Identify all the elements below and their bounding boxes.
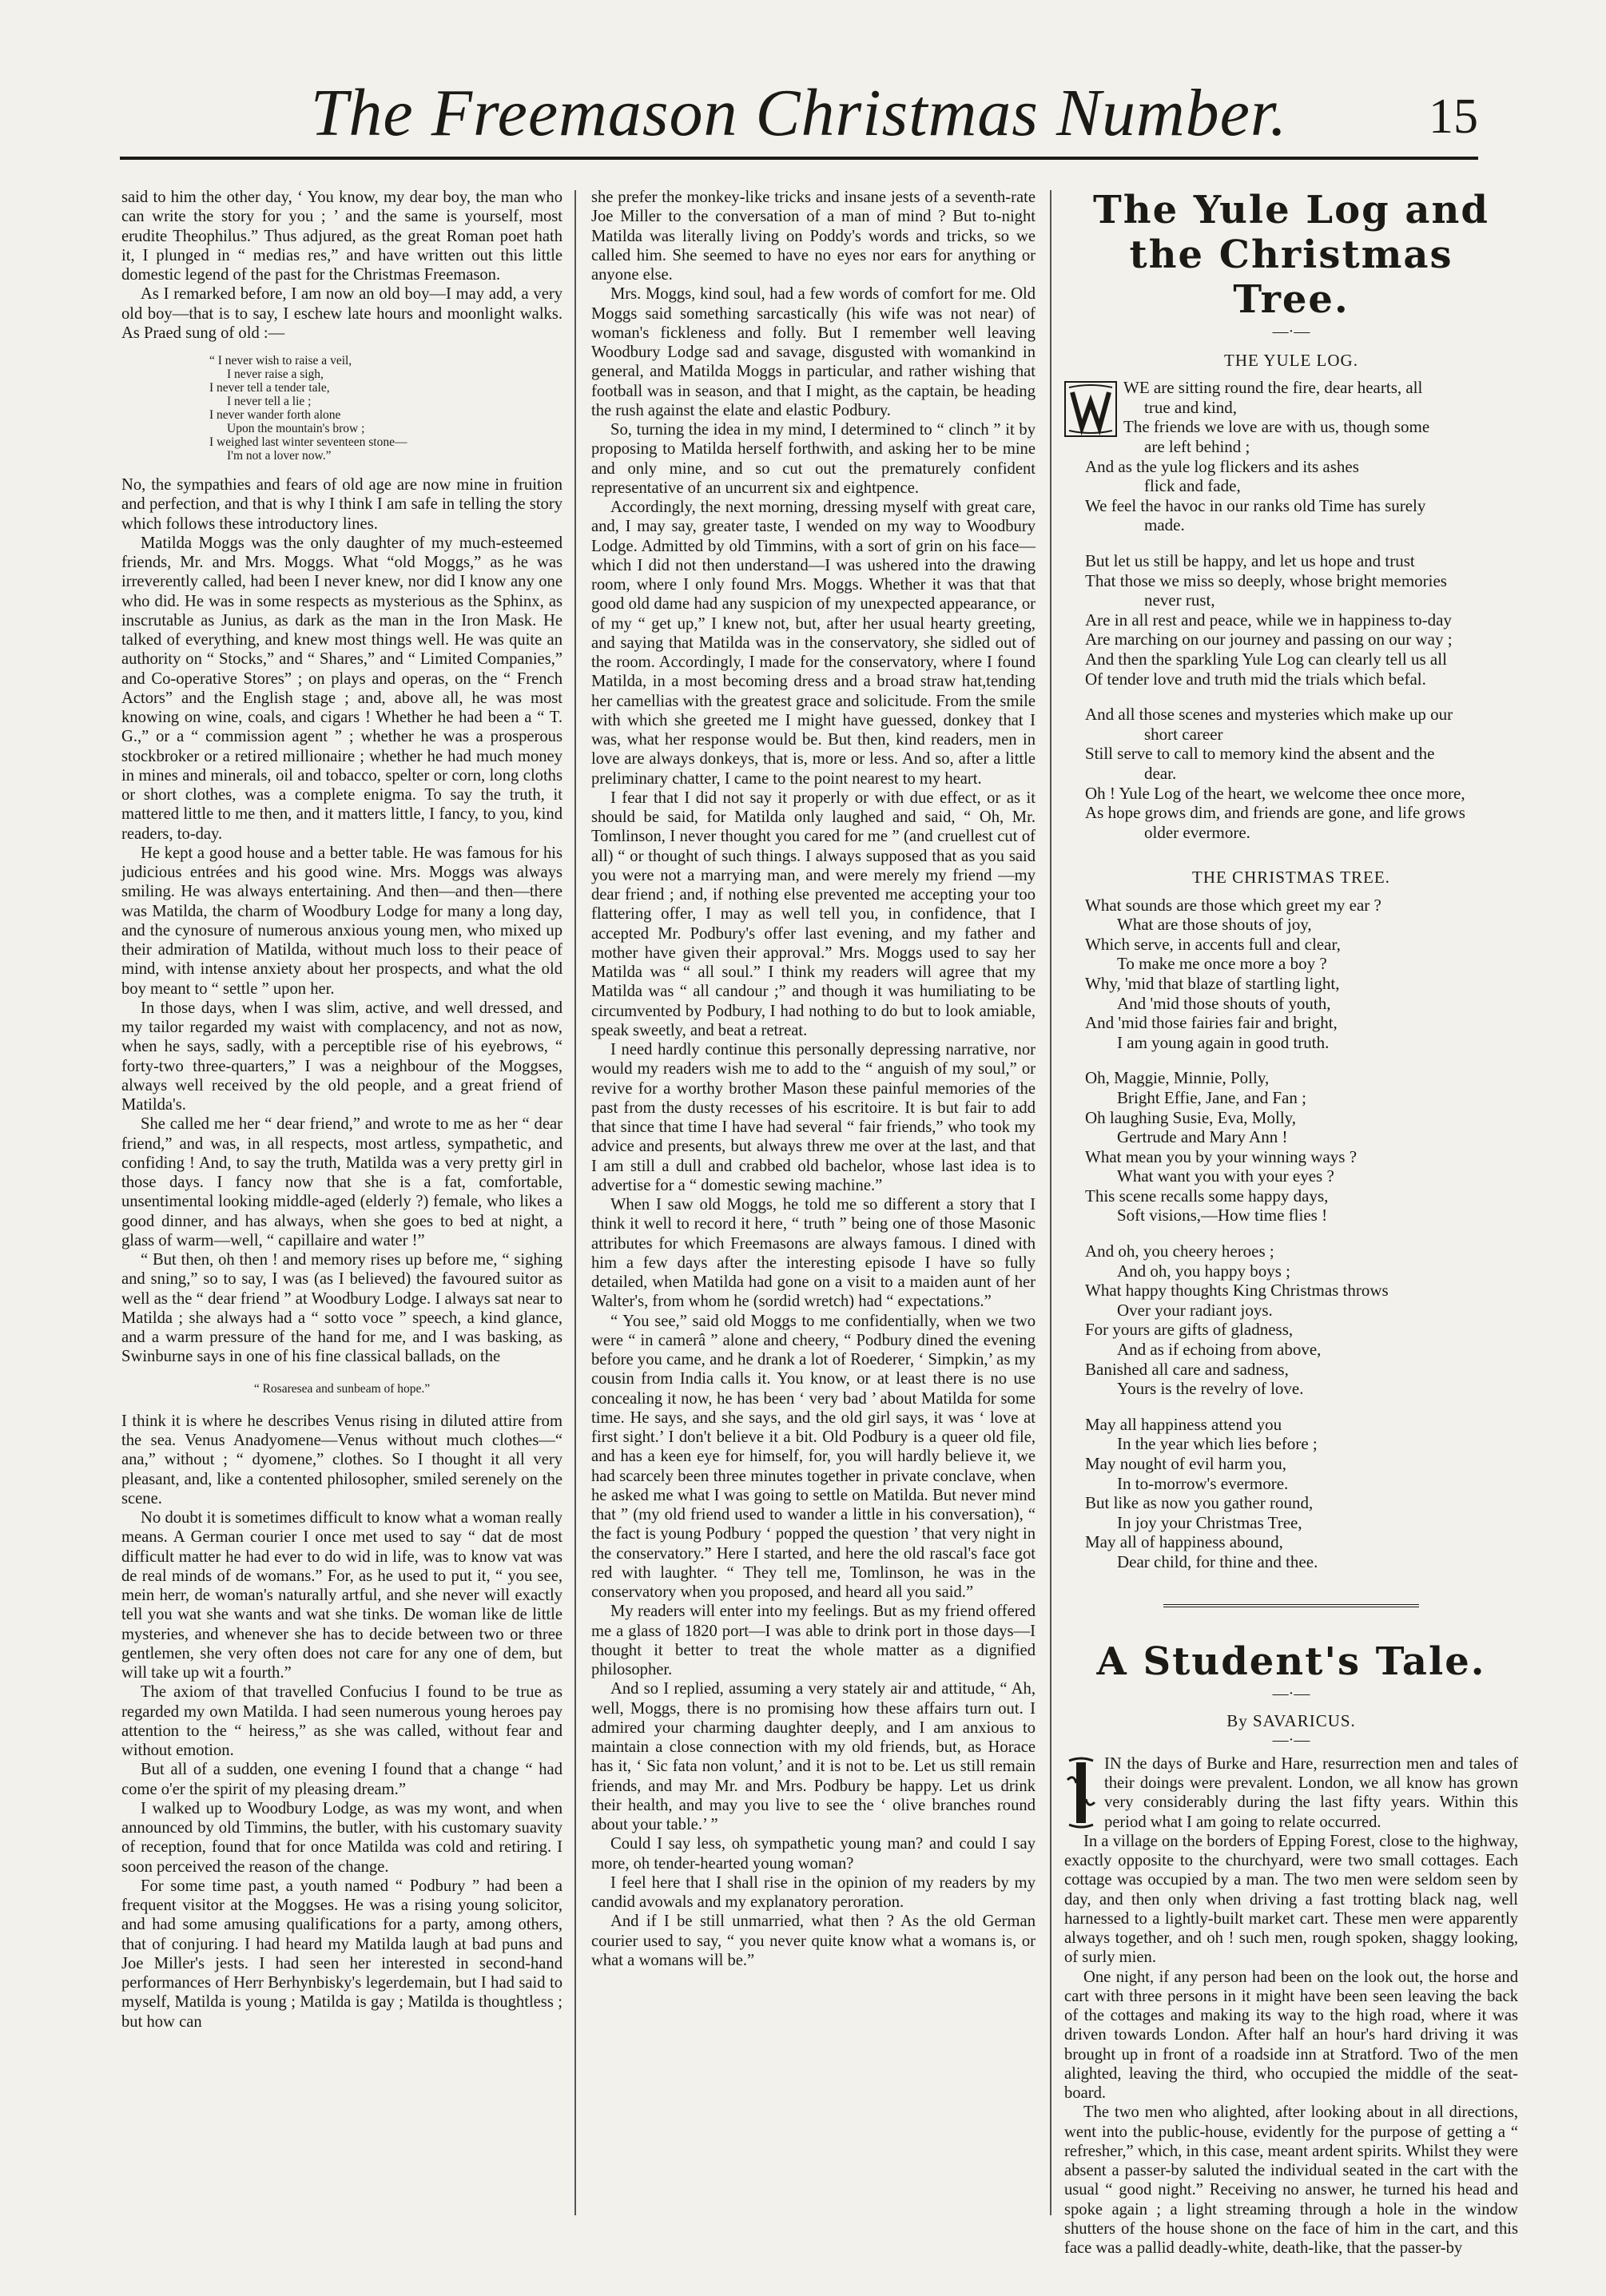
poem-line: What mean you by your winning ways ? — [1085, 1146, 1358, 1166]
stanza — [1064, 896, 1518, 1053]
verse-line: I weighed last winter seventeen stone— — [209, 435, 407, 449]
poem-line: never rust, — [1144, 590, 1215, 610]
paragraph: She called me her “ dear friend,” and wrote to me as her “ dear friend,” and was, in all respects, most artless, sympathetic, and confiding ! And, to say the truth, Matilda was a very pretty girl in those days. I fancy now that she is a fat, comfortable, unsentimental looking middle-aged (elderly ?) female, who likes a good dinner, and has always, when she goes to bed at night, a glass of warm—well, “ capillaire and water !” — [121, 1115, 562, 1249]
stanza — [1064, 705, 1518, 842]
poem-line: I am young again in good truth. — [1117, 1032, 1330, 1052]
paragraph: My readers will enter into my feelings. But as my friend offered me a glass of 1820 port—I was able to drink port in those days—I thought it better to treat the whole matter as a dignified philosopher. — [591, 1603, 1036, 1678]
poem-line: And then the sparkling Yule Log can clearly tell us all — [1085, 649, 1447, 669]
poem-line: Which serve, in accents full and clear, — [1085, 934, 1341, 954]
running-title: The Freemason Christmas Number. — [310, 76, 1288, 150]
story-byline: By SAVARICUS. — [1226, 1710, 1356, 1730]
section-divider — [1163, 1604, 1419, 1607]
poem-line: Still serve to call to memory kind the absent and the — [1085, 744, 1435, 764]
paragraph: In those days, when I was slim, active, and well dressed, and my tailor regarded my waist with complacency, and not as now, when he says, sadly, with a perceptible rise of his eyebrows, “ forty-two three-quarters,” I was a neighbour of the Moggses, always well received by the old people, and a great friend of Matilda's. — [121, 999, 562, 1114]
stanza — [1064, 1241, 1518, 1399]
paragraph: So, turning the idea in my mind, I determined to “ clinch ” it by proposing to Matilda herself forthwith, and asking her to be mine and only mine, and so cut out the prematurely confident representative of an uncurrent six and eightpence. — [591, 421, 1036, 497]
poem-line: Oh, Maggie, Minnie, Polly, — [1085, 1068, 1270, 1088]
paragraph: He kept a good house and a better table. He was famous for his judicious entrées and his good wine. Mrs. Moggs was always smiling. He was always entertaining. And then—and then—there was Matilda, the charm of Woodbury Lodge for many a long day, and the cynosure of numerous anxious young men, who mixed up their admiration of Matilda, without much loss to their peace of mind, with intense anxiety about her prospects, and what the old boy meant to “ settle ” upon her. — [121, 844, 562, 998]
story-title: A Student's Tale. — [1096, 1639, 1486, 1684]
poem-line: Dear child, for thine and thee. — [1117, 1551, 1318, 1571]
poem-line: And 'mid those fairies fair and bright, — [1085, 1013, 1338, 1033]
column-2 — [591, 188, 1036, 1970]
page-header — [120, 73, 1478, 161]
poem-line: Oh laughing Susie, Eva, Molly, — [1085, 1107, 1297, 1127]
poem-line: In the year which lies before ; — [1117, 1434, 1318, 1454]
poem-line: This scene recalls some happy days, — [1085, 1186, 1329, 1206]
paragraph: said to him the other day, ‘ You know, my dear boy, the man who can write the story for you ; ’ and the same is yourself, most erudite Theophilus.” Thus adjured, as the great Roman poet hath it, I plunged in “ medias res,” and have written out this little domestic legend of the past for the Christmas Freemason. — [121, 189, 562, 284]
paragraph: IN the days of Burke and Hare, resurrection men and tales of their doings were prevalent. London, we all know has grown very considerably during the last fifty years. Within this period what I am going to relate occurred. — [1104, 1754, 1518, 1831]
paragraph: I fear that I did not say it properly or with due effect, or as it should be said, for Matilda only laughed and said, “ Oh, Mr. Tomlinson, I never thought you cared for me ” (and cruellest cut of all) “ or thought of such things. I always supposed that as you said you were not a marrying man, and were merely my friend —my dear friend ; and, if nothing else prevented me accepting your too flattering offer, I may as well tell you, in confidence, that I accepted Mr. Podbury's offer last evening, and my father and mother have given their approval.” Mrs. Moggs used to say her Matilda was “ all soul.” I think my readers will agree that my Matilda was “ all candour ;” and though it was humiliating to be circumvented by Podbury, I had nothing to do but to look amiable, speak sweetly, and beat a retreat. — [591, 789, 1036, 1039]
paragraph: I feel here that I shall rise in the opinion of my readers by my candid avowals and my explanatory peroration. — [591, 1873, 1036, 1911]
poem-line: are left behind ; — [1144, 437, 1250, 457]
paragraph: But all of a sudden, one evening I found that a change “ had come o'er the spirit of my pleasing dream.” — [121, 1761, 562, 1798]
stanza — [1064, 378, 1518, 535]
paragraph: For some time past, a youth named “ Podbury ” had been a frequent visitor at the Moggses. He was a rising young solicitor, and had some amusing qualifications for a party, among others, that of conjuring. I had heard my Matilda laugh at bad puns and Joe Miller's jests. I had seen her interested in second-hand performances of Herr Berhynbisky's legerdemain, but I had said to myself, Matilda is young ; Matilda is gay ; Matilda is thoughtless ; but how can — [121, 1877, 562, 2031]
poem-line: To make me once more a boy ? — [1117, 954, 1327, 974]
verse-line: I'm not a lover now.” — [227, 449, 332, 463]
paragraph: As I remarked before, I am now an old boy—I may add, a very old boy—that is to say, I eschew late hours and moonlight walks. As Praed sung of old :— — [121, 285, 562, 342]
ornament-rule: —·— — [1272, 1730, 1310, 1749]
poem-line: Gertrude and Mary Ann ! — [1117, 1127, 1288, 1147]
paragraph: she prefer the monkey-like tricks and insane jests of a seventh-rate Joe Miller to the conversation of a man of mind ? But to-night Matilda was literally living on Poddy's words and tricks, so we called him. She seemed to have no eyes nor ears for anything or anyone else. — [591, 189, 1036, 284]
paragraph: When I saw old Moggs, he told me so different a story that I think it well to record it here, “ truth ” being one of those Masonic attributes for which Freemasons are always famous. I dined with him a few days after the interesting episode I have so fully detailed, when Matilda had gone on a visit to a maiden aunt of her Walter's, from whom he (sordid wretch) had “ expectations.” — [591, 1196, 1036, 1311]
column-1 — [121, 188, 562, 2032]
paragraph: “ You see,” said old Moggs to me confidentially, when we two were “ in camerâ ” alone and cheery, “ Podbury dined the evening before you came, and he drank a lot of Roederer, ‘ Simpkin,’ as my cousin from India calls it. You know, or at least there is no use concealing it now, he has been ‘ very bad ’ about Matilda for some time. He says, and she says, and the old girl says, it was ‘ love at first sight.’ I don't believe it a bit. Old Podbury is a queer old file, and has a keen eye for himself, for, you will hardly believe it, we had scarcely been three minutes together in private conclave, when he asked me what I was going to settle on Matilda. But never mind that ” (my old friend used to wander a little in his conversation), “ the fact is young Podbury ‘ popped the question ’ that very night in the conservatory.” Here I started, and here the old rascal's face got red with laughter. “ They tell me, Tomlinson, he was in the conservatory when you proposed, and heard all you said.” — [591, 1312, 1036, 1601]
ornament-rule: —·— — [1272, 1684, 1310, 1702]
verse-line: I never tell a lie ; — [227, 395, 312, 408]
verse-line: I never raise a sigh, — [227, 367, 324, 381]
column-3 — [1064, 188, 1518, 2258]
poem-line: What sounds are those which greet my ear ? — [1085, 895, 1381, 915]
poem-line: Why, 'mid that blaze of startling light, — [1085, 973, 1340, 993]
poem-line: In to-morrow's evermore. — [1117, 1473, 1289, 1493]
poem-line: Of tender love and truth mid the trials which befal. — [1085, 669, 1426, 689]
poem-line: The friends we love are with us, though some — [1123, 417, 1430, 437]
paragraph: Could I say less, oh sympathetic young man? and could I say more, oh tender-hearted young woman? — [591, 1835, 1036, 1873]
poem-line: Over your radiant joys. — [1117, 1300, 1273, 1320]
paragraph: No, the sympathies and fears of old age are now mine in fruition and perfection, and that is why I think I am safe in telling the story which follows these introductory lines. — [121, 476, 562, 533]
christmas-tree-heading: THE CHRISTMAS TREE. — [1192, 868, 1390, 888]
paragraph: I walked up to Woodbury Lodge, as was my wont, and when announced by old Timmins, the butler, with his customary suavity of reception, found that for once Matilda was cold and retiring. I soon perceived the reason of the change. — [121, 1799, 562, 1876]
paragraph: Matilda Moggs was the only daughter of my much-esteemed friends, Mr. and Mrs. Moggs. What “old Moggs,” as he was irreverently called, had been I never knew, nor did I know any one who did. He was in some respects as mysterious as the Sphinx, as inscrutable as Junius, as dark as the man in the Iron Mask. He talked of everything, and knew most things well. He was quite an authority on “ Stocks,” and “ Shares,” and “ Limited Companies,” and Co-operative Stores” ; on plays and operas, on the “ French Actors” and the English stage ; and, above all, he was most knowing on wine, coals, and cigars ! Whether he had been a “ T. G.,” or a “ commission agent ” ; whether he was a prosperous stockbroker or a retired millionaire ; whether he had much money in mines and minerals, oil and tobacco, spelter or corn, long cloths or short clothes, was a complete enigma. To say the truth, it mattered little to me then, and it matters little, I fancy, to you, kind readers, to-day. — [121, 534, 562, 843]
poem-line: And 'mid those shouts of youth, — [1117, 993, 1331, 1013]
decorative-initial-icon — [1064, 381, 1117, 437]
poem-line: older evermore. — [1144, 822, 1250, 842]
poem-line: And oh, you cheery heroes ; — [1085, 1241, 1274, 1261]
poem-line: May all of happiness abound, — [1085, 1532, 1283, 1552]
poem-line: We feel the havoc in our ranks old Time has surely — [1085, 495, 1426, 515]
verse-quotation — [209, 354, 562, 463]
paragraph: Mrs. Moggs, kind soul, had a few words of comfort for me. Old Moggs said something sarcastically (his wife was not near) of woman's fickleness and folly. But I remember well leaving Woodbury Lodge sad and savage, disgusted with womankind in general, and Matilda Moggs in particular, and rather wishing that football was in season, and that I might, as the captain, be heading the rush against the elate and elastic Podbury. — [591, 285, 1036, 419]
poem-line: And all those scenes and mysteries which make up our — [1085, 705, 1453, 725]
paragraph: No doubt it is sometimes difficult to know what a woman really means. A German courier I once met used to say “ dat de most difficult matter he had ever to do wid in life, was to know vat was de real minds of de womans.” For, as he used to put it, “ you see, mein herr, de woman's naturally artful, and she never will exactly tell you wat she wants and wat she tinks. De woman like de little mysteries, and whenever she has to decide between two or three gentlemen, she very often does not care for any one of dem, but will take up wit a fourth.” — [121, 1509, 562, 1682]
stanza — [1064, 1415, 1518, 1572]
header-rule — [120, 157, 1478, 160]
poem-line: What are those shouts of joy, — [1117, 915, 1312, 935]
poem-line: Bright Effie, Jane, and Fan ; — [1117, 1087, 1306, 1107]
poem-line: true and kind, — [1144, 397, 1238, 417]
paragraph: One night, if any person had been on the look out, the horse and cart with three persons in it might have been seen leaving the back of the cottages and making its way to the high road, where it was driven towards London. After half an hour's hard driving it was brought up in front of a roadside inn at Stratford. Two of the men alighted, leaving the third, who occupied the middle of the seat-board. — [1064, 1968, 1518, 2103]
paragraph: “ But then, oh then ! and memory rises up before me, “ sighing and sning,” so to say, I was (as I believed) the favoured suitor as well as the “ dear friend ” at Woodbury Lodge. I always sat near to Matilda ; she always had a “ sotto voce ” speech, a kind glance, and a warm pressure of the hand for me, and I was basking, as Swinburne says in one of his fine classical ballads, on the — [121, 1251, 562, 1366]
verse-line: Upon the mountain's brow ; — [227, 422, 365, 435]
page-number: 15 — [1429, 89, 1478, 144]
column-divider — [574, 190, 576, 2215]
poem-line: What happy thoughts King Christmas throws — [1085, 1281, 1389, 1301]
paragraph: The axiom of that travelled Confucius I found to be true as regarded my own Matilda. I had seen numerous young heroes pay attention to the “ heiress,” as she was called, without fear and without emotion. — [121, 1683, 562, 1759]
column-divider — [1050, 190, 1051, 2215]
poem-line: flick and fade, — [1144, 476, 1241, 496]
poem-line: short career — [1144, 724, 1223, 744]
verse-line: I never tell a tender tale, — [209, 381, 330, 395]
paragraph: And if I be still unmarried, what then ? As the old German courier used to say, “ you never quite know what a womans is, or what a womans will be.” — [591, 1913, 1036, 1969]
poem-title: The Yule Log and the Christmas Tree. — [1093, 188, 1489, 322]
poem-line: For yours are gifts of gladness, — [1085, 1320, 1294, 1340]
yule-log-poem — [1064, 378, 1518, 842]
paragraph: Accordingly, the next morning, dressing myself with great care, and, I may say, greater taste, I wended on my way to Woodbury Lodge. Admitted by old Timmins, with a sort of grin on his face—which I did not then understand—I was ushered into the drawing room, where I only found Mrs. Moggs. Whether it was that that good old dame had any suspicion of my unexpected appearance, or of my “ get up,” I knew not, but, after her usual hearty greeting, and saying that Matilda was in the conservatory, she sidled out of the room. Accordingly, I made for the conservatory, where I found Matilda, in a most becoming dress and a broad straw hat,tending her camellias with the greatest grace and solicitude. From the smile with which she greeted me I might have guessed, donkey that I was, what her response would be. But then, kind readers, men in love are always donkeys, that is, more or less. And so, after a little preliminary chatter, I came to the point nearest to my heart. — [591, 499, 1036, 788]
poem-line: But like as now you gather round, — [1085, 1493, 1314, 1513]
poem-line: May nought of evil harm you, — [1085, 1454, 1286, 1473]
poem-line: Are marching on our journey and passing on our way ; — [1085, 630, 1453, 649]
stanza — [1064, 551, 1518, 689]
poem-line: In joy your Christmas Tree, — [1117, 1512, 1302, 1532]
poem-line: Are in all rest and peace, while we in happiness to-day — [1085, 610, 1452, 630]
poem-line: Soft visions,—How time flies ! — [1117, 1206, 1328, 1225]
paragraph: I think it is where he describes Venus rising in diluted attire from the sea. Venus Anadyomene—Venus without much clothes—“ ana,” without ; “ dyomene,” clothes. So I thought it all very pleasant, and, like a contented philosopher, smiled serenely on the scene. — [121, 1412, 562, 1507]
poem-line: And oh, you happy boys ; — [1117, 1261, 1290, 1281]
poem-line: made. — [1144, 515, 1185, 535]
decorative-initial-icon — [1064, 1756, 1098, 1829]
paragraph: And so I replied, assuming a very stately air and attitude, “ Ah, well, Moggs, there is no promising how these affairs turn out. I admired your charming daughter deeply, and I am anxious to maintain a close connection with my old friends, but, as Horace has it, ‘ Sic fata non volunt,’ and it is not to be. Let us still remain friends, and may Mr. and Mrs. Podbury be happy. Let us drink their health, and may you live to see the ‘ olive branches round about your table.’ ” — [591, 1680, 1036, 1833]
poem-line: Yours is the revelry of love. — [1117, 1379, 1304, 1399]
poem-line: Banished all care and sadness, — [1085, 1359, 1289, 1379]
poem-line: And as if echoing from above, — [1117, 1340, 1322, 1360]
poem-line: Oh ! Yule Log of the heart, we welcome thee once more, — [1085, 783, 1465, 803]
poem-line: As hope grows dim, and friends are gone, and life grows — [1085, 803, 1465, 823]
stanza — [1064, 1068, 1518, 1225]
poem-line: May all happiness attend you — [1085, 1414, 1282, 1434]
paragraph: I need hardly continue this personally depressing narrative, nor would my readers wish me to add to the “ anguish of my soul,” or revive for a worthy brother Mason these painful memories of the past from the dusty recesses of his escritoire. It is but fair to add that since that time I have had several “ fair friends,” who took my advice and presents, but always threw me over at the last, and that I am still a dull and crabbed old bachelor, whose last idea is to advertise for a “ domestic sewing machine.” — [591, 1041, 1036, 1194]
verse-line: I never wander forth alone — [209, 408, 341, 422]
paragraph: In a village on the borders of Epping Forest, close to the highway, exactly opposite to the churchyard, were two small cottages. Each cottage was occupied by a man. The two men were seldom seen by day, and then only when driving a fast trotting black nag, well harnessed to a lightly-built market cart. These men were apparently always together, and oh ! such men, rough spoken, shaggy looking, of surly mien. — [1064, 1832, 1518, 1967]
paragraph: The two men who alighted, after looking about in all directions, went into the public-house, evidently for the purpose of getting a “ refresher,” which, in this case, meant ardent spirits. Whilst they were absent a passer-by saluted the individual seated in the cart with the usual “ good night.” Receiving no answer, he turned his head and spoke again ; a light streaming through a hole in the window shutters of the house shone on the face of him in the cart, and this face was a pallid deadly-white, death-like, that the passer-by — [1064, 2103, 1518, 2258]
christmas-tree-poem — [1064, 896, 1518, 1572]
yule-log-heading: THE YULE LOG. — [1224, 351, 1358, 370]
poem-line: That those we miss so deeply, whose bright memories — [1085, 570, 1447, 590]
poem-line: But let us still be happy, and let us hope and trust — [1085, 551, 1415, 570]
poem-line: And as the yule log flickers and its ashes — [1085, 456, 1359, 476]
verse-line: “ I never wish to raise a veil, — [209, 354, 352, 367]
quotation-line: “ Rosaresea and sunbeam of hope.” — [253, 1381, 431, 1396]
poem-line: WE are sitting round the fire, dear hearts, all — [1123, 378, 1423, 398]
poem-line: What want you with your eyes ? — [1117, 1166, 1334, 1186]
ornament-rule: —·— — [1272, 323, 1310, 340]
poem-line: dear. — [1144, 763, 1177, 783]
